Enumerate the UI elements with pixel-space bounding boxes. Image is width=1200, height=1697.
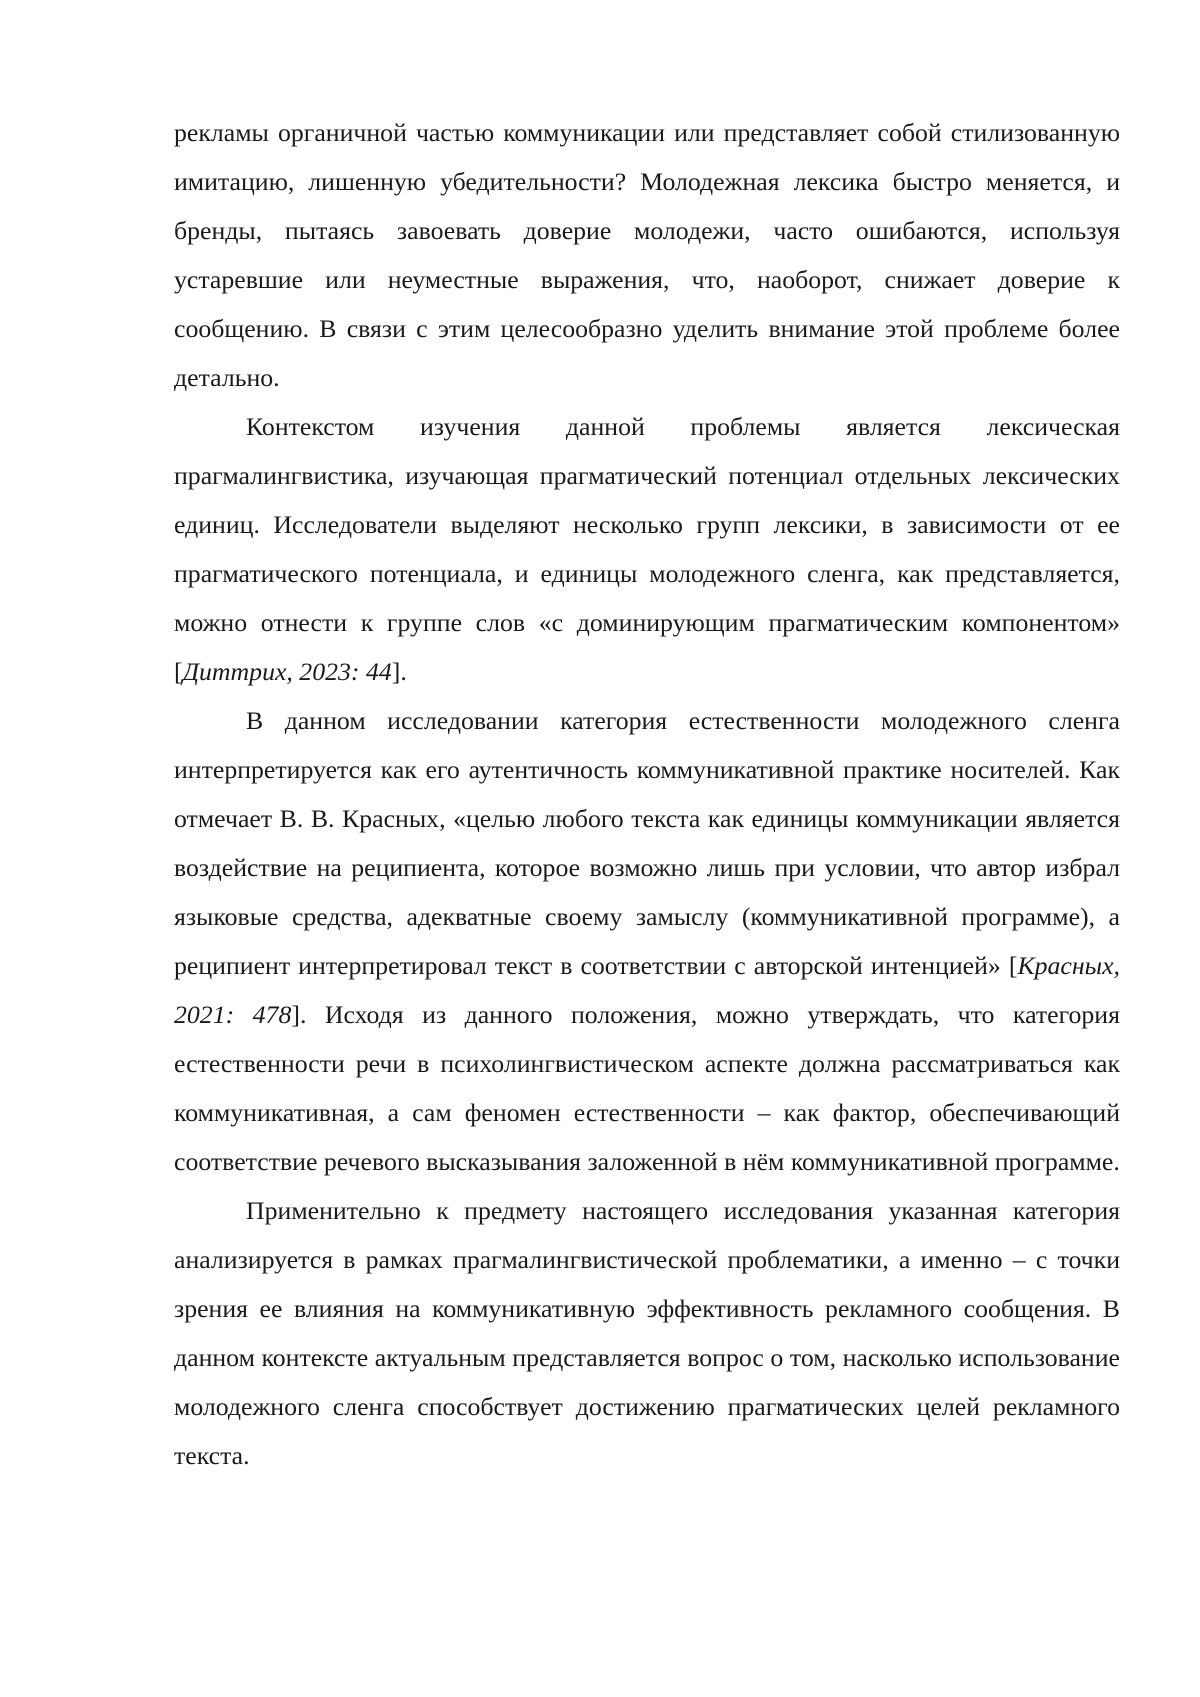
citation: Красных, 2021: 478 [174,951,1120,1029]
paragraph-3 [174,696,1120,1186]
paragraph-text: ]. Исходя из данного положения, можно утверждать, что категория естественности речи в психолингвистическом аспекте должна рассматриваться как коммуникативная, а сам феномен естественности – как фактор, обеспечивающий соответствие речевого высказывания заложенной в нём коммуникативной программе. [174,1000,1120,1176]
paragraph-text: В данном исследовании категория естественности молодежного сленга интерпретируется как его аутентичность коммуникативной практике носителей. Как отмечает В. В. Красных, «целью любого текста как единицы коммуникации является воздействие на реципиента, которое возможно лишь при условии, что автор избрал языковые средства, адекватные своему замыслу (коммуникативной программе), а реципиент интерпретировал текст в соответствии с авторской интенцией» [ [174,706,1120,980]
body-text [174,108,1120,1480]
paragraph-1 [174,108,1120,402]
paragraph-text: ]. [391,657,407,686]
paragraph-2 [174,402,1120,696]
paragraph-4 [174,1186,1120,1480]
paragraph-text: Контекстом изучения данной проблемы является лексическая прагмалингвистика, изучающая прагматический потенциал отдельных лексических единиц. Исследователи выделяют несколько групп лексики, в зависимости от ее прагматического потенциала, и единицы молодежного сленга, как представляется, можно отнести к группе слов «с доминирующим прагматическим компонентом» [ [174,412,1120,686]
paragraph-text: Применительно к предмету настоящего исследования указанная категория анализируется в рамках прагмалингвистической проблематики, а именно – с точки зрения ее влияния на коммуникативную эффективность рекламного сообщения. В данном контексте актуальным представляется вопрос о том, насколько использование молодежного сленга способствует достижению прагматических целей рекламного текста. [174,1196,1120,1470]
citation: Диттрих, 2023: 44 [182,657,392,686]
paragraph-text: рекламы органичной частью коммуникации или представляет собой стилизованную имитацию, лишенную убедительности? Молодежная лексика быстро меняется, и бренды, пытаясь завоевать доверие молодежи, часто ошибаются, используя устаревшие или неуместные выражения, что, наоборот, снижает доверие к сообщению. В связи с этим целесообразно уделить внимание этой проблеме более детально. [174,118,1120,392]
